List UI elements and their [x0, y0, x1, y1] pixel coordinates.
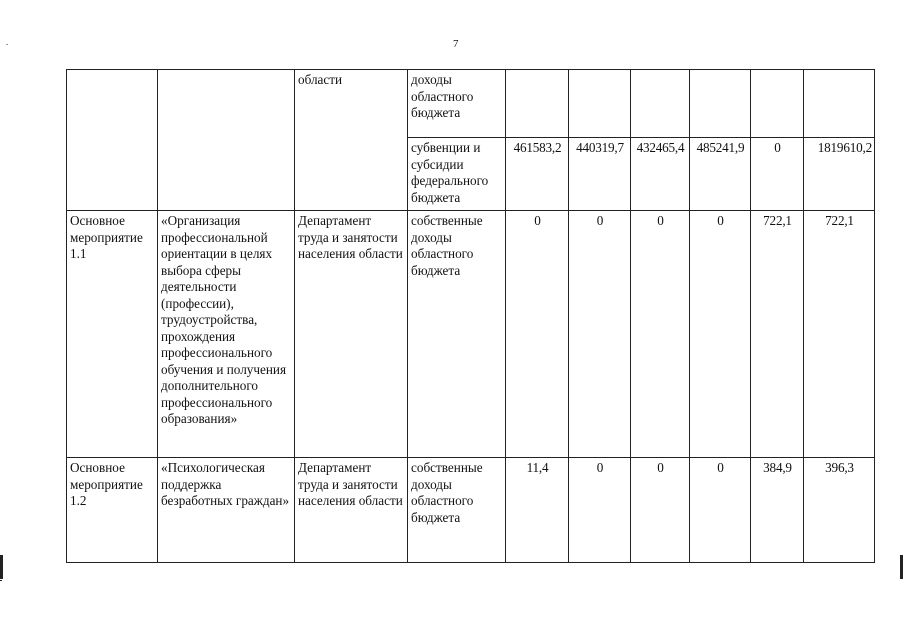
total-cell: [804, 70, 875, 138]
value-cell: 0: [690, 458, 751, 563]
measure-cell: Основное мероприятие 1.1: [67, 211, 158, 458]
value-cell: [751, 70, 804, 138]
budget-table: [66, 69, 875, 563]
funding-source-cell: доходы областного бюджета: [408, 70, 506, 138]
value-cell: 461583,2: [506, 138, 569, 211]
measure-cell: Основное мероприятие 1.2: [67, 458, 158, 563]
value-cell: 0: [569, 458, 631, 563]
value-cell: 0: [506, 211, 569, 458]
executor-cell: области: [295, 70, 408, 211]
total-cell: 396,3: [804, 458, 875, 563]
scan-edge-mark-right: [900, 555, 903, 579]
funding-source-cell: собственные доходы областного бюджета: [408, 458, 506, 563]
value-cell: [631, 70, 690, 138]
measure-cell: [67, 70, 158, 211]
funding-source-cell: субвенции и субсидии федерального бюджета: [408, 138, 506, 211]
value-cell: 0: [690, 211, 751, 458]
value-cell: 432465,4: [631, 138, 690, 211]
title-cell: «Организация профессиональной ориентации в целях выбора сферы деятельности (профессии), трудоустройства, прохождения профессионального обучения и получения дополнительного профессионального образования»: [158, 211, 295, 458]
title-cell: [158, 70, 295, 211]
scan-artifact: [6, 44, 8, 45]
value-cell: [690, 70, 751, 138]
table-row: [67, 211, 875, 458]
value-cell: 0: [631, 211, 690, 458]
value-cell: [569, 70, 631, 138]
value-cell: 0: [569, 211, 631, 458]
value-cell: 11,4: [506, 458, 569, 563]
total-cell: 722,1: [804, 211, 875, 458]
value-cell: 384,9: [751, 458, 804, 563]
scan-edge-mark-left: [0, 555, 3, 579]
executor-cell: Департамент труда и занятости населения области: [295, 211, 408, 458]
value-cell: [506, 70, 569, 138]
executor-cell: Департамент труда и занятости населения области: [295, 458, 408, 563]
table-row: [67, 70, 875, 138]
funding-source-cell: собственные доходы областного бюджета: [408, 211, 506, 458]
value-cell: 722,1: [751, 211, 804, 458]
value-cell: 0: [631, 458, 690, 563]
table-row: [67, 458, 875, 563]
page-number: 7: [453, 38, 459, 50]
value-cell: 0: [751, 138, 804, 211]
title-cell: «Психологическая поддержка безработных граждан»: [158, 458, 295, 563]
value-cell: 485241,9: [690, 138, 751, 211]
value-cell: 440319,7: [569, 138, 631, 211]
total-cell: 1819610,2: [804, 138, 875, 211]
scan-edge-tick: [0, 580, 2, 581]
